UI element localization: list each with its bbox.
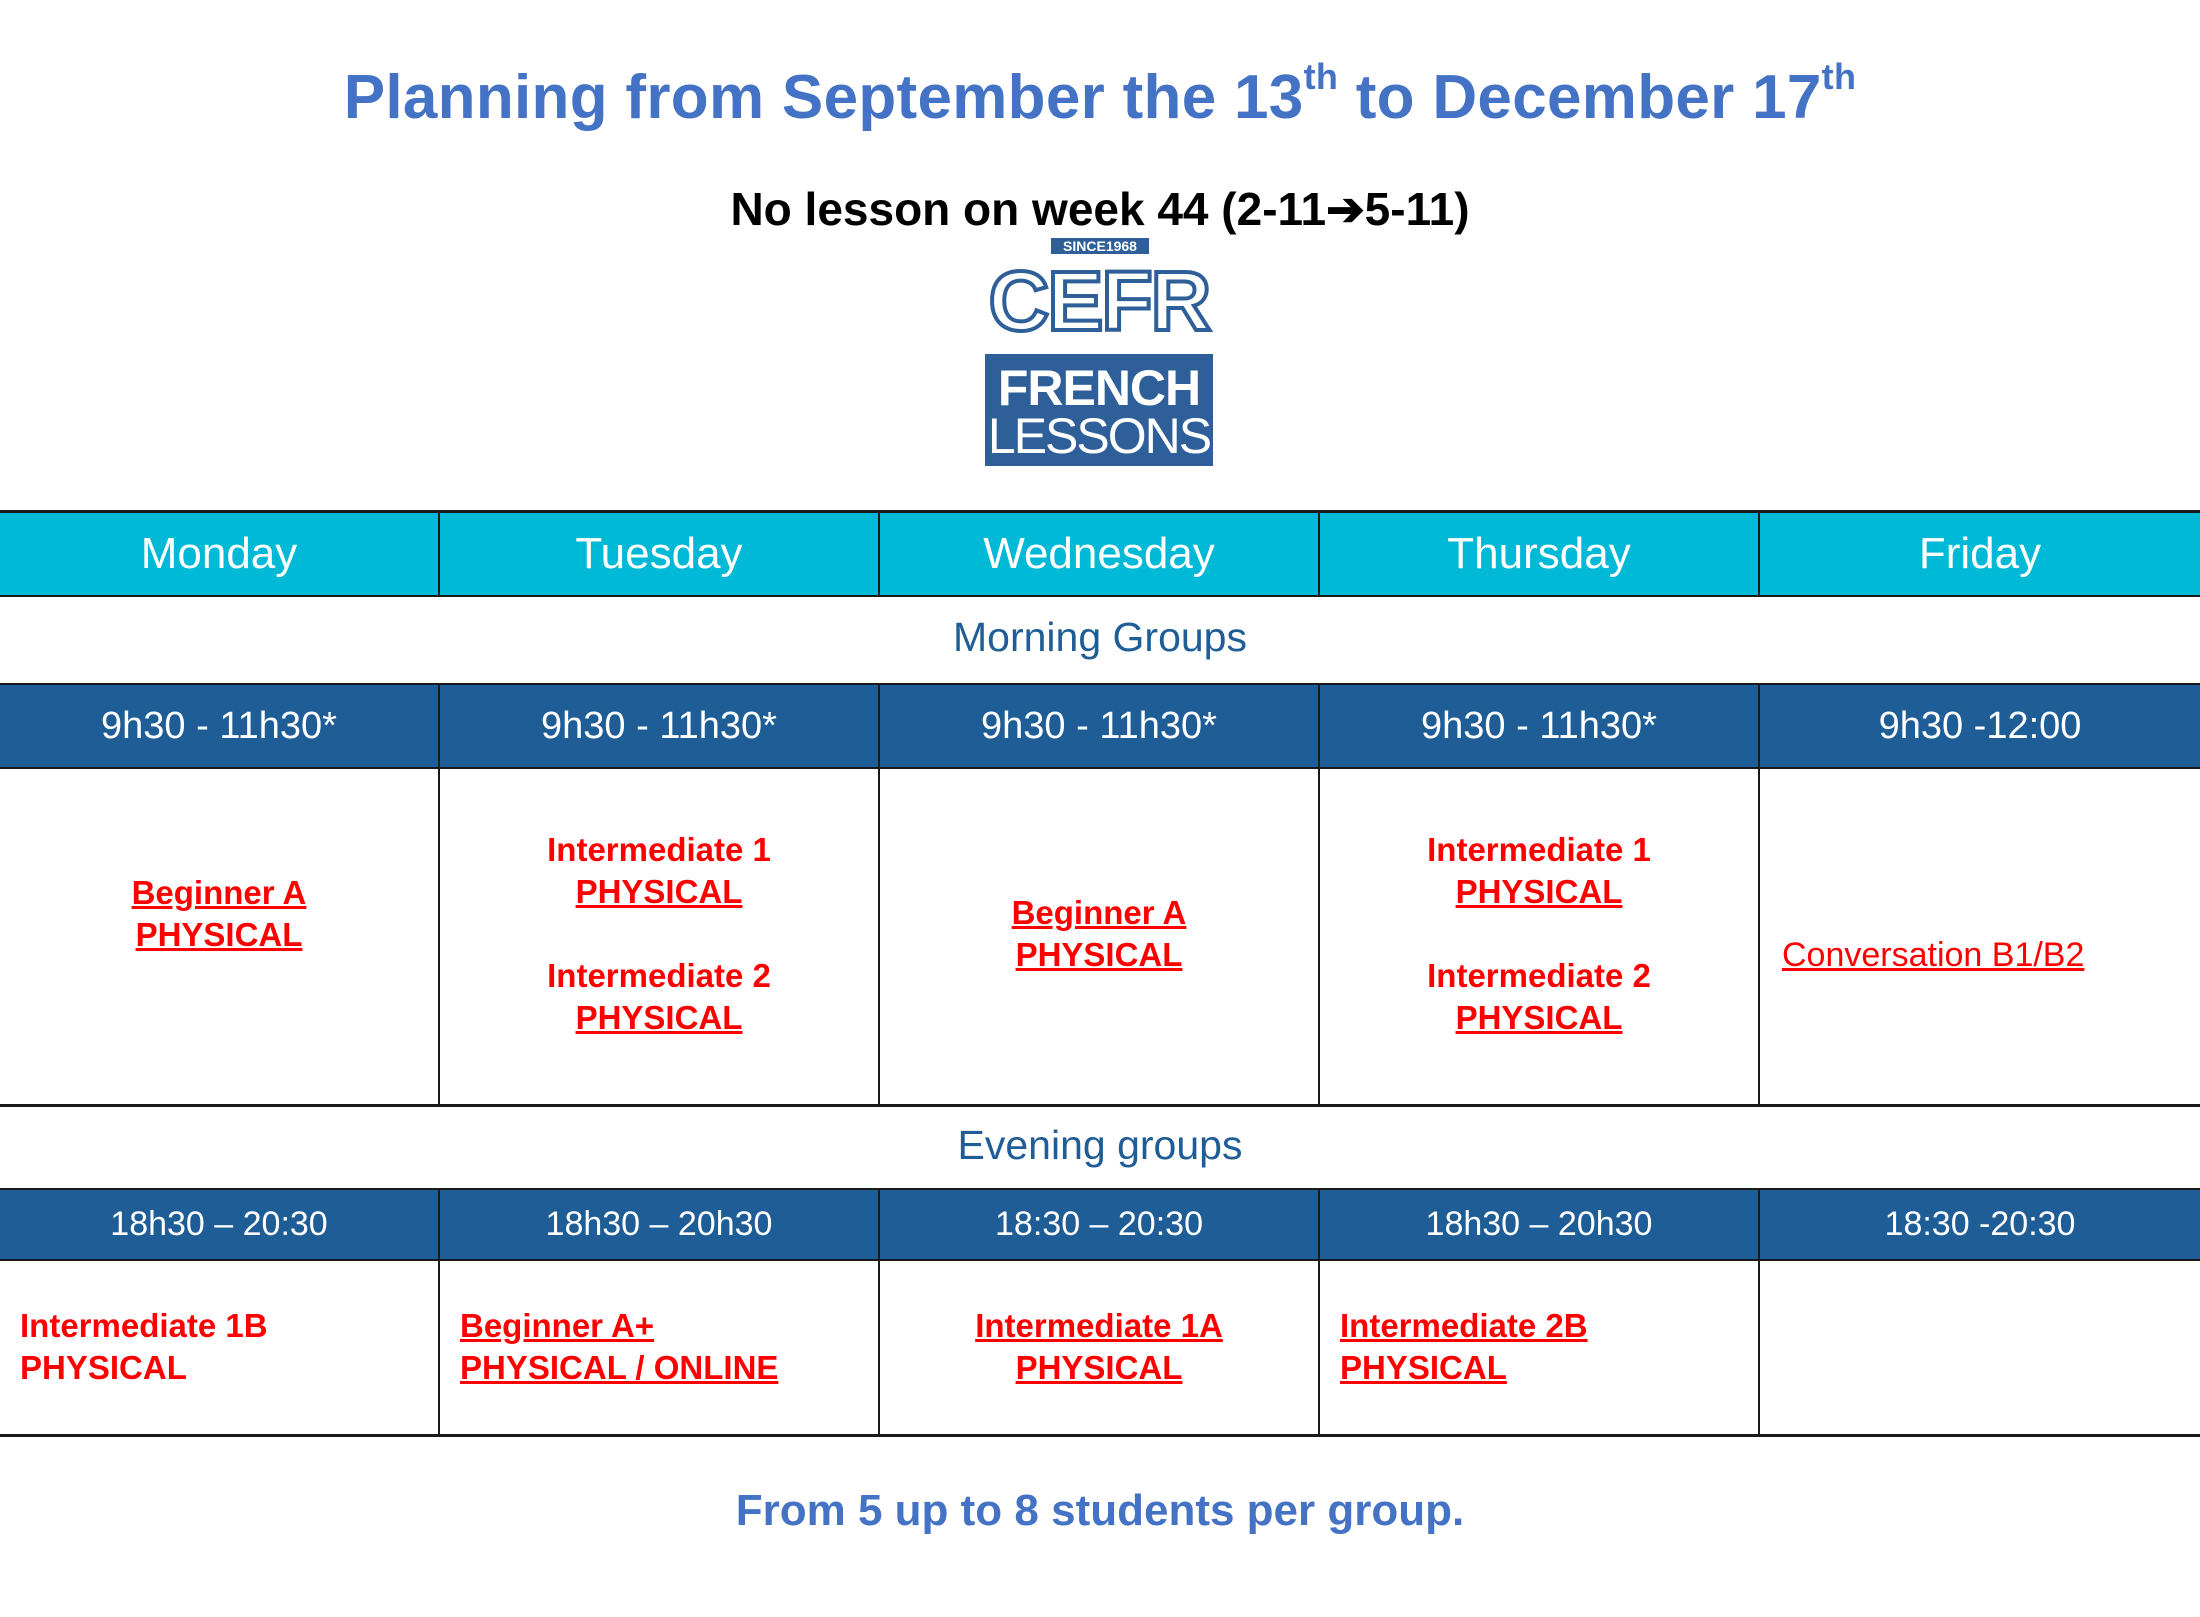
logo-french: FRENCH [997,360,1201,416]
evening-time-friday: 18:30 -20:30 [1884,1205,2076,1243]
course-link-name[interactable]: Beginner A [1011,893,1187,931]
day-thursday: Thursday [1320,513,1760,595]
evening-section-label: Evening groups [957,1122,1243,1168]
course-link-mode[interactable]: PHYSICAL [575,998,743,1036]
course-link-conversation[interactable]: Conversation B1/B2 [1782,936,2085,974]
day-monday: Monday [0,513,440,595]
course-name: Intermediate 2 [547,956,771,994]
course-name: Intermediate 1 [547,830,771,868]
group-size-note: From 5 up to 8 students per group. [735,1486,1465,1535]
evening-cell-wednesday [880,1261,1320,1434]
morning-time-wednesday: 9h30 - 11h30* [880,685,1320,767]
day-wednesday: Wednesday [880,513,1320,595]
course-link-mode[interactable]: PHYSICAL [135,915,303,953]
day-friday: Friday [1918,529,2042,578]
logo-since: SINCE1968 [1051,238,1149,254]
course-name: Intermediate 2 [1427,956,1651,994]
morning-times-row [0,683,2200,769]
days-header-row [0,510,2200,597]
morning-cell-friday [1760,769,2200,1104]
course-link-name[interactable]: Intermediate 2B [1340,1307,1588,1344]
evening-cell-friday [1760,1261,2200,1434]
evening-courses-row [0,1261,2200,1437]
course-link-mode[interactable]: PHYSICAL [1015,935,1183,973]
morning-courses-row [0,769,2200,1107]
course-link-mode[interactable]: PHYSICAL [1015,1349,1183,1386]
course-link-name[interactable]: Beginner A [131,873,307,911]
evening-cell-monday [0,1261,440,1434]
morning-cell-monday [0,769,440,1104]
course-link-mode[interactable]: PHYSICAL [1455,998,1623,1036]
course-name: Intermediate 1 [1427,830,1651,868]
course-link-mode[interactable]: PHYSICAL [1340,1349,1507,1386]
morning-time-monday: 9h30 - 11h30* [0,685,440,767]
course-link-mode[interactable]: PHYSICAL / ONLINE [460,1349,779,1386]
no-lesson-notice: No lesson on week 44 (2-11➔5-11) [730,183,1470,235]
course-link-mode[interactable]: PHYSICAL [1455,872,1623,910]
evening-time-thursday: 18h30 – 20h30 [1320,1190,1760,1259]
logo-brand: CEFR [988,254,1210,348]
course-link-mode[interactable]: PHYSICAL [575,872,743,910]
morning-section-label: Morning Groups [953,614,1247,660]
evening-time-tuesday: 18h30 – 20h30 [440,1190,880,1259]
page-title: Planning from September the 13th to December 17th [343,56,1857,132]
course-mode: PHYSICAL [20,1349,187,1386]
morning-time-thursday: 9h30 - 11h30* [1320,685,1760,767]
evening-times-row [0,1188,2200,1261]
cefr-logo [985,238,1213,466]
evening-cell-thursday [1320,1261,1760,1434]
morning-cell-thursday [1320,769,1760,1104]
evening-time-wednesday: 18:30 – 20:30 [880,1190,1320,1259]
day-tuesday: Tuesday [440,513,880,595]
course-link-name[interactable]: Intermediate 1A [975,1307,1223,1344]
morning-time-friday: 9h30 -12:00 [1878,704,2082,747]
course-link-name[interactable]: Beginner A+ [460,1307,655,1344]
evening-cell-tuesday [440,1261,880,1434]
morning-cell-tuesday [440,769,880,1104]
course-name: Intermediate 1B [20,1307,268,1344]
morning-time-tuesday: 9h30 - 11h30* [440,685,880,767]
evening-time-monday: 18h30 – 20:30 [0,1190,440,1259]
morning-cell-wednesday [880,769,1320,1104]
logo-lessons: LESSONS [987,408,1211,464]
